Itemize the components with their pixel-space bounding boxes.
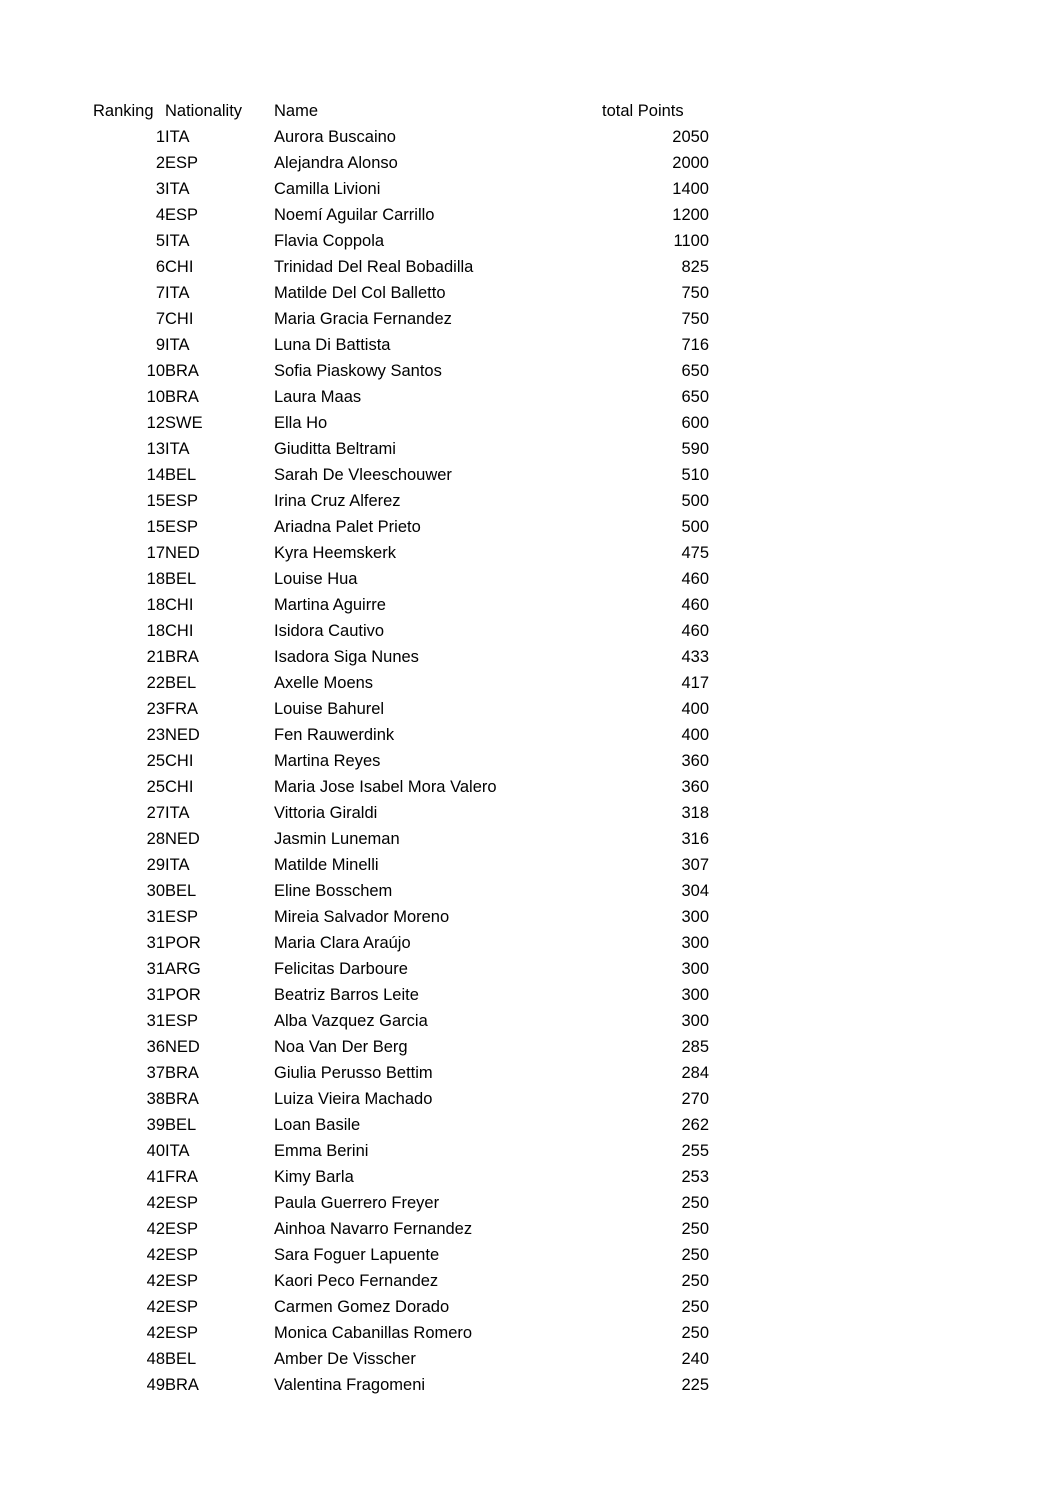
nationality-cell: ESP bbox=[165, 1194, 199, 1212]
points-cell: 600 bbox=[681, 414, 709, 432]
nationality-cell: ESP bbox=[165, 1324, 199, 1342]
table-row bbox=[93, 748, 709, 774]
name-cell: Maria Jose Isabel Mora Valero bbox=[274, 778, 497, 796]
nationality-cell: BEL bbox=[165, 570, 197, 588]
ranking-table-container bbox=[93, 98, 709, 1398]
nationality-cell: ESP bbox=[165, 1246, 199, 1264]
nationality-cell: CHI bbox=[165, 752, 194, 770]
rank-cell: 31 bbox=[146, 986, 165, 1004]
nationality-cell: ARG bbox=[165, 960, 201, 978]
rank-cell: 48 bbox=[146, 1350, 165, 1368]
name-cell: Louise Bahurel bbox=[274, 700, 385, 718]
points-cell: 250 bbox=[681, 1324, 709, 1342]
nationality-cell: ESP bbox=[165, 1012, 199, 1030]
rank-cell: 49 bbox=[146, 1376, 165, 1394]
points-cell: 360 bbox=[681, 778, 709, 796]
name-cell: Maria Clara Araújo bbox=[274, 934, 411, 952]
rank-cell: 31 bbox=[146, 934, 165, 952]
nationality-cell: ITA bbox=[165, 180, 190, 198]
nationality-cell: BRA bbox=[165, 648, 199, 666]
points-cell: 300 bbox=[681, 908, 709, 926]
nationality-cell: ITA bbox=[165, 804, 190, 822]
name-cell: Eline Bosschem bbox=[274, 882, 393, 900]
name-cell: Amber De Visscher bbox=[274, 1350, 416, 1368]
nationality-cell: ITA bbox=[165, 284, 190, 302]
points-cell: 250 bbox=[681, 1246, 709, 1264]
points-cell: 750 bbox=[681, 284, 709, 302]
table-row bbox=[93, 540, 709, 566]
rank-cell: 9 bbox=[155, 336, 165, 354]
nationality-cell: ITA bbox=[165, 336, 190, 354]
nationality-cell: ESP bbox=[165, 1298, 199, 1316]
rank-cell: 23 bbox=[146, 700, 165, 718]
table-row bbox=[93, 462, 709, 488]
name-cell: Ariadna Palet Prieto bbox=[274, 518, 421, 536]
table-row bbox=[93, 384, 709, 410]
points-cell: 316 bbox=[681, 830, 709, 848]
table-row bbox=[93, 150, 709, 176]
rank-cell: 5 bbox=[155, 232, 165, 250]
table-row bbox=[93, 1190, 709, 1216]
points-cell: 500 bbox=[681, 518, 709, 536]
name-cell: Kimy Barla bbox=[274, 1168, 354, 1186]
rank-cell: 31 bbox=[146, 1012, 165, 1030]
rank-cell: 10 bbox=[146, 388, 165, 406]
nationality-cell: ITA bbox=[165, 128, 190, 146]
rank-cell: 18 bbox=[146, 570, 165, 588]
rank-cell: 28 bbox=[146, 830, 165, 848]
table-row bbox=[93, 774, 709, 800]
name-cell: Maria Gracia Fernandez bbox=[274, 310, 452, 328]
rank-cell: 42 bbox=[146, 1298, 165, 1316]
rank-cell: 30 bbox=[146, 882, 165, 900]
nationality-cell: BEL bbox=[165, 1116, 197, 1134]
points-cell: 825 bbox=[681, 258, 709, 276]
name-cell: Camilla Livioni bbox=[274, 180, 381, 198]
name-cell: Mireia Salvador Moreno bbox=[274, 908, 450, 926]
name-cell: Monica Cabanillas Romero bbox=[274, 1324, 473, 1342]
table-row bbox=[93, 228, 709, 254]
table-row bbox=[93, 566, 709, 592]
name-cell: Jasmin Luneman bbox=[274, 830, 400, 848]
header-nationality: Nationality bbox=[165, 102, 243, 120]
nationality-cell: BEL bbox=[165, 674, 197, 692]
rank-cell: 42 bbox=[146, 1220, 165, 1238]
name-cell: Felicitas Darboure bbox=[274, 960, 408, 978]
table-row bbox=[93, 826, 709, 852]
points-cell: 1400 bbox=[672, 180, 709, 198]
points-cell: 300 bbox=[681, 960, 709, 978]
name-cell: Isidora Cautivo bbox=[274, 622, 385, 640]
table-row bbox=[93, 852, 709, 878]
name-cell: Trinidad Del Real Bobadilla bbox=[274, 258, 474, 276]
points-cell: 225 bbox=[681, 1376, 709, 1394]
nationality-cell: ESP bbox=[165, 908, 199, 926]
ranking-table-body bbox=[93, 124, 709, 1398]
nationality-cell: ITA bbox=[165, 232, 190, 250]
rank-cell: 3 bbox=[155, 180, 165, 198]
name-cell: Giuditta Beltrami bbox=[274, 440, 396, 458]
name-cell: Laura Maas bbox=[274, 388, 362, 406]
rank-cell: 42 bbox=[146, 1246, 165, 1264]
points-cell: 285 bbox=[681, 1038, 709, 1056]
table-row bbox=[93, 176, 709, 202]
header-total-points: total Points bbox=[602, 102, 684, 120]
nationality-cell: ESP bbox=[165, 206, 199, 224]
ranking-table bbox=[93, 98, 709, 1398]
rank-cell: 15 bbox=[146, 492, 165, 510]
rank-cell: 42 bbox=[146, 1194, 165, 1212]
name-cell: Valentina Fragomeni bbox=[274, 1376, 426, 1394]
points-cell: 270 bbox=[681, 1090, 709, 1108]
name-cell: Paula Guerrero Freyer bbox=[274, 1194, 440, 1212]
rank-cell: 39 bbox=[146, 1116, 165, 1134]
rank-cell: 41 bbox=[146, 1168, 165, 1186]
table-row bbox=[93, 1320, 709, 1346]
rank-cell: 7 bbox=[155, 284, 165, 302]
nationality-cell: ITA bbox=[165, 440, 190, 458]
name-cell: Louise Hua bbox=[274, 570, 358, 588]
points-cell: 750 bbox=[681, 310, 709, 328]
points-cell: 253 bbox=[681, 1168, 709, 1186]
nationality-cell: POR bbox=[165, 934, 201, 952]
nationality-cell: BEL bbox=[165, 882, 197, 900]
points-cell: 262 bbox=[681, 1116, 709, 1134]
points-cell: 255 bbox=[681, 1142, 709, 1160]
name-cell: Alba Vazquez Garcia bbox=[274, 1012, 428, 1030]
name-cell: Alejandra Alonso bbox=[274, 154, 398, 172]
name-cell: Flavia Coppola bbox=[274, 232, 385, 250]
nationality-cell: ESP bbox=[165, 518, 199, 536]
nationality-cell: CHI bbox=[165, 622, 194, 640]
table-row bbox=[93, 124, 709, 150]
rank-cell: 14 bbox=[146, 466, 165, 484]
nationality-cell: NED bbox=[165, 726, 200, 744]
name-cell: Matilde Minelli bbox=[274, 856, 379, 874]
rank-cell: 18 bbox=[146, 622, 165, 640]
points-cell: 300 bbox=[681, 986, 709, 1004]
name-cell: Beatriz Barros Leite bbox=[274, 986, 419, 1004]
nationality-cell: CHI bbox=[165, 310, 194, 328]
table-row bbox=[93, 904, 709, 930]
name-cell: Sofia Piaskowy Santos bbox=[274, 362, 442, 380]
table-row bbox=[93, 644, 709, 670]
points-cell: 417 bbox=[681, 674, 709, 692]
rank-cell: 31 bbox=[146, 908, 165, 926]
nationality-cell: BEL bbox=[165, 466, 197, 484]
table-row bbox=[93, 670, 709, 696]
nationality-cell: NED bbox=[165, 830, 200, 848]
name-cell: Ella Ho bbox=[274, 414, 328, 432]
points-cell: 250 bbox=[681, 1298, 709, 1316]
name-cell: Sara Foguer Lapuente bbox=[274, 1246, 440, 1264]
nationality-cell: FRA bbox=[165, 700, 198, 718]
table-row bbox=[93, 618, 709, 644]
table-row bbox=[93, 722, 709, 748]
rank-cell: 10 bbox=[146, 362, 165, 380]
nationality-cell: SWE bbox=[165, 414, 203, 432]
rank-cell: 42 bbox=[146, 1272, 165, 1290]
table-row bbox=[93, 956, 709, 982]
points-cell: 250 bbox=[681, 1272, 709, 1290]
table-row bbox=[93, 1086, 709, 1112]
points-cell: 300 bbox=[681, 934, 709, 952]
points-cell: 240 bbox=[681, 1350, 709, 1368]
points-cell: 2050 bbox=[672, 128, 709, 146]
points-cell: 460 bbox=[681, 570, 709, 588]
table-row bbox=[93, 1268, 709, 1294]
rank-cell: 37 bbox=[146, 1064, 165, 1082]
nationality-cell: FRA bbox=[165, 1168, 198, 1186]
name-cell: Luna Di Battista bbox=[274, 336, 391, 354]
table-row bbox=[93, 280, 709, 306]
header-ranking: Ranking bbox=[93, 102, 154, 120]
points-cell: 650 bbox=[681, 388, 709, 406]
table-row bbox=[93, 1372, 709, 1398]
nationality-cell: NED bbox=[165, 1038, 200, 1056]
points-cell: 433 bbox=[681, 648, 709, 666]
table-row bbox=[93, 202, 709, 228]
points-cell: 304 bbox=[681, 882, 709, 900]
points-cell: 590 bbox=[681, 440, 709, 458]
table-row bbox=[93, 436, 709, 462]
points-cell: 716 bbox=[681, 336, 709, 354]
nationality-cell: ITA bbox=[165, 856, 190, 874]
nationality-cell: BRA bbox=[165, 1376, 199, 1394]
table-row bbox=[93, 800, 709, 826]
nationality-cell: BRA bbox=[165, 388, 199, 406]
points-cell: 1100 bbox=[673, 232, 709, 250]
rank-cell: 42 bbox=[146, 1324, 165, 1342]
points-cell: 500 bbox=[681, 492, 709, 510]
table-row bbox=[93, 488, 709, 514]
name-cell: Aurora Buscaino bbox=[274, 128, 396, 146]
rank-cell: 7 bbox=[155, 310, 165, 328]
rank-cell: 36 bbox=[146, 1038, 165, 1056]
points-cell: 475 bbox=[681, 544, 709, 562]
table-header-row bbox=[93, 98, 709, 124]
table-row bbox=[93, 1216, 709, 1242]
nationality-cell: POR bbox=[165, 986, 201, 1004]
name-cell: Noemí Aguilar Carrillo bbox=[274, 206, 435, 224]
table-row bbox=[93, 930, 709, 956]
rank-cell: 15 bbox=[146, 518, 165, 536]
name-cell: Ainhoa Navarro Fernandez bbox=[274, 1220, 473, 1238]
rank-cell: 29 bbox=[146, 856, 165, 874]
table-row bbox=[93, 1242, 709, 1268]
table-row bbox=[93, 1060, 709, 1086]
rank-cell: 38 bbox=[146, 1090, 165, 1108]
name-cell: Sarah De Vleeschouwer bbox=[274, 466, 452, 484]
rank-cell: 31 bbox=[146, 960, 165, 978]
points-cell: 1200 bbox=[672, 206, 709, 224]
name-cell: Kyra Heemskerk bbox=[274, 544, 396, 562]
rank-cell: 18 bbox=[146, 596, 165, 614]
table-row bbox=[93, 982, 709, 1008]
nationality-cell: ITA bbox=[165, 1142, 190, 1160]
rank-cell: 25 bbox=[146, 752, 165, 770]
name-cell: Loan Basile bbox=[274, 1116, 361, 1134]
table-row bbox=[93, 592, 709, 618]
name-cell: Giulia Perusso Bettim bbox=[274, 1064, 433, 1082]
table-row bbox=[93, 1112, 709, 1138]
points-cell: 250 bbox=[681, 1194, 709, 1212]
nationality-cell: ESP bbox=[165, 1272, 199, 1290]
nationality-cell: CHI bbox=[165, 596, 194, 614]
nationality-cell: BRA bbox=[165, 1064, 199, 1082]
rank-cell: 40 bbox=[146, 1142, 165, 1160]
rank-cell: 25 bbox=[146, 778, 165, 796]
points-cell: 300 bbox=[681, 1012, 709, 1030]
name-cell: Matilde Del Col Balletto bbox=[274, 284, 446, 302]
nationality-cell: BRA bbox=[165, 1090, 199, 1108]
table-row bbox=[93, 878, 709, 904]
name-cell: Luiza Vieira Machado bbox=[274, 1090, 433, 1108]
points-cell: 460 bbox=[681, 596, 709, 614]
name-cell: Vittoria Giraldi bbox=[274, 804, 378, 822]
nationality-cell: ESP bbox=[165, 492, 199, 510]
header-name: Name bbox=[274, 102, 319, 120]
name-cell: Isadora Siga Nunes bbox=[274, 648, 419, 666]
rank-cell: 22 bbox=[146, 674, 165, 692]
table-row bbox=[93, 1164, 709, 1190]
points-cell: 650 bbox=[681, 362, 709, 380]
table-row bbox=[93, 410, 709, 436]
nationality-cell: BEL bbox=[165, 1350, 197, 1368]
rank-cell: 27 bbox=[146, 804, 165, 822]
points-cell: 460 bbox=[681, 622, 709, 640]
rank-cell: 4 bbox=[155, 206, 165, 224]
table-row bbox=[93, 1008, 709, 1034]
rank-cell: 12 bbox=[146, 414, 165, 432]
name-cell: Emma Berini bbox=[274, 1142, 369, 1160]
nationality-cell: NED bbox=[165, 544, 200, 562]
name-cell: Martina Aguirre bbox=[274, 596, 386, 614]
table-row bbox=[93, 696, 709, 722]
name-cell: Kaori Peco Fernandez bbox=[274, 1272, 439, 1290]
points-cell: 360 bbox=[681, 752, 709, 770]
rank-cell: 21 bbox=[146, 648, 165, 666]
table-row bbox=[93, 1138, 709, 1164]
table-row bbox=[93, 1346, 709, 1372]
rank-cell: 2 bbox=[155, 154, 165, 172]
points-cell: 284 bbox=[681, 1064, 709, 1082]
points-cell: 2000 bbox=[672, 154, 709, 172]
rank-cell: 23 bbox=[146, 726, 165, 744]
points-cell: 400 bbox=[681, 726, 709, 744]
points-cell: 510 bbox=[681, 466, 709, 484]
table-row bbox=[93, 306, 709, 332]
nationality-cell: CHI bbox=[165, 778, 194, 796]
name-cell: Noa Van Der Berg bbox=[274, 1038, 408, 1056]
rank-cell: 13 bbox=[146, 440, 165, 458]
table-row bbox=[93, 254, 709, 280]
name-cell: Fen Rauwerdink bbox=[274, 726, 395, 744]
points-cell: 307 bbox=[681, 856, 709, 874]
table-row bbox=[93, 1294, 709, 1320]
name-cell: Carmen Gomez Dorado bbox=[274, 1298, 450, 1316]
points-cell: 318 bbox=[681, 804, 709, 822]
table-row bbox=[93, 358, 709, 384]
nationality-cell: BRA bbox=[165, 362, 199, 380]
nationality-cell: ESP bbox=[165, 1220, 199, 1238]
name-cell: Irina Cruz Alferez bbox=[274, 492, 401, 510]
name-cell: Martina Reyes bbox=[274, 752, 381, 770]
rank-cell: 1 bbox=[155, 128, 165, 146]
table-row bbox=[93, 514, 709, 540]
rank-cell: 17 bbox=[146, 544, 165, 562]
nationality-cell: CHI bbox=[165, 258, 194, 276]
name-cell: Axelle Moens bbox=[274, 674, 374, 692]
table-row bbox=[93, 1034, 709, 1060]
nationality-cell: ESP bbox=[165, 154, 199, 172]
table-row bbox=[93, 332, 709, 358]
points-cell: 250 bbox=[681, 1220, 709, 1238]
rank-cell: 6 bbox=[155, 258, 165, 276]
points-cell: 400 bbox=[681, 700, 709, 718]
